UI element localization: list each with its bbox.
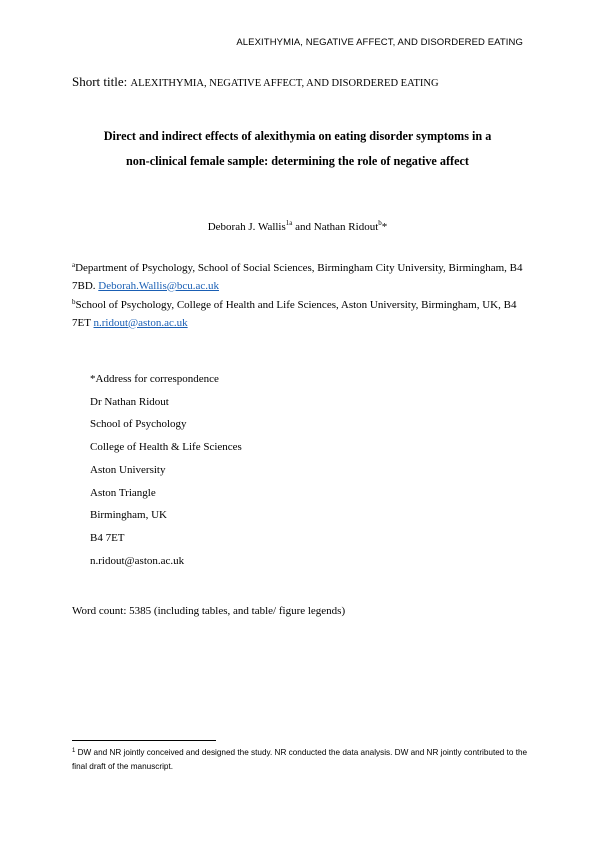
footnote xyxy=(72,744,532,774)
corresponding-author-mark: * xyxy=(381,221,388,233)
author-name-2: Nathan Ridout xyxy=(313,221,379,233)
word-count: Word count: 5385 (including tables, and table/ figure legends) xyxy=(72,605,346,617)
correspondence-school: School of Psychology xyxy=(90,418,187,430)
author-name-1: Deborah J. Wallis xyxy=(207,221,286,233)
paper-title xyxy=(62,124,533,174)
paper-title-line-1: Direct and indirect effects of alexithymia on eating disorder symptoms in a xyxy=(103,129,492,143)
correspondence-heading: *Address for correspondence xyxy=(90,373,219,385)
running-head: ALEXITHYMIA, NEGATIVE AFFECT, AND DISORDERED EATING xyxy=(236,37,523,48)
correspondence-college: College of Health & Life Sciences xyxy=(90,441,242,453)
affiliation-a-text: Department of Psychology, School of Social Sciences, Birmingham City University, Birmingham, B4 7BD. xyxy=(72,262,523,292)
affiliation-a-marker: a xyxy=(72,261,76,269)
affiliation-a-email-link[interactable]: Deborah.Wallis@bcu.ac.uk xyxy=(98,279,220,292)
author-superscript-1: 1a xyxy=(285,219,293,227)
correspondence-postcode: B4 7ET xyxy=(90,532,125,544)
affiliation-b-email-link[interactable]: n.ridout@aston.ac.uk xyxy=(93,316,188,329)
footnote-divider xyxy=(72,740,216,741)
author-list xyxy=(0,219,595,233)
affiliation-b xyxy=(72,294,532,332)
footnote-marker: 1 xyxy=(72,748,76,754)
author-superscript-2: b xyxy=(378,219,382,227)
correspondence-city: Birmingham, UK xyxy=(90,509,167,521)
short-title-text: ALEXITHYMIA, NEGATIVE AFFECT, AND DISORDERED EATING xyxy=(130,78,439,89)
correspondence-university: Aston University xyxy=(90,464,166,476)
affiliation-a xyxy=(72,257,532,295)
short-title xyxy=(72,74,439,90)
footnote-text: DW and NR jointly conceived and designed the study. NR conducted the data analysis. DW and NR jointly contributed to the final draft of the manuscript. xyxy=(72,748,528,771)
paper-title-line-2: non-clinical female sample: determining the role of negative affect xyxy=(126,154,469,168)
affiliation-b-text: School of Psychology, College of Health and Life Sciences, Aston University, Birmingham, UK, B4 7ET xyxy=(72,299,517,329)
correspondence-name: Dr Nathan Ridout xyxy=(90,396,169,408)
affiliation-b-marker: b xyxy=(72,298,76,306)
correspondence-email: n.ridout@aston.ac.uk xyxy=(90,555,185,567)
short-title-label: Short title: xyxy=(72,74,131,89)
author-conjunction: and xyxy=(292,221,314,233)
correspondence-street: Aston Triangle xyxy=(90,487,156,499)
